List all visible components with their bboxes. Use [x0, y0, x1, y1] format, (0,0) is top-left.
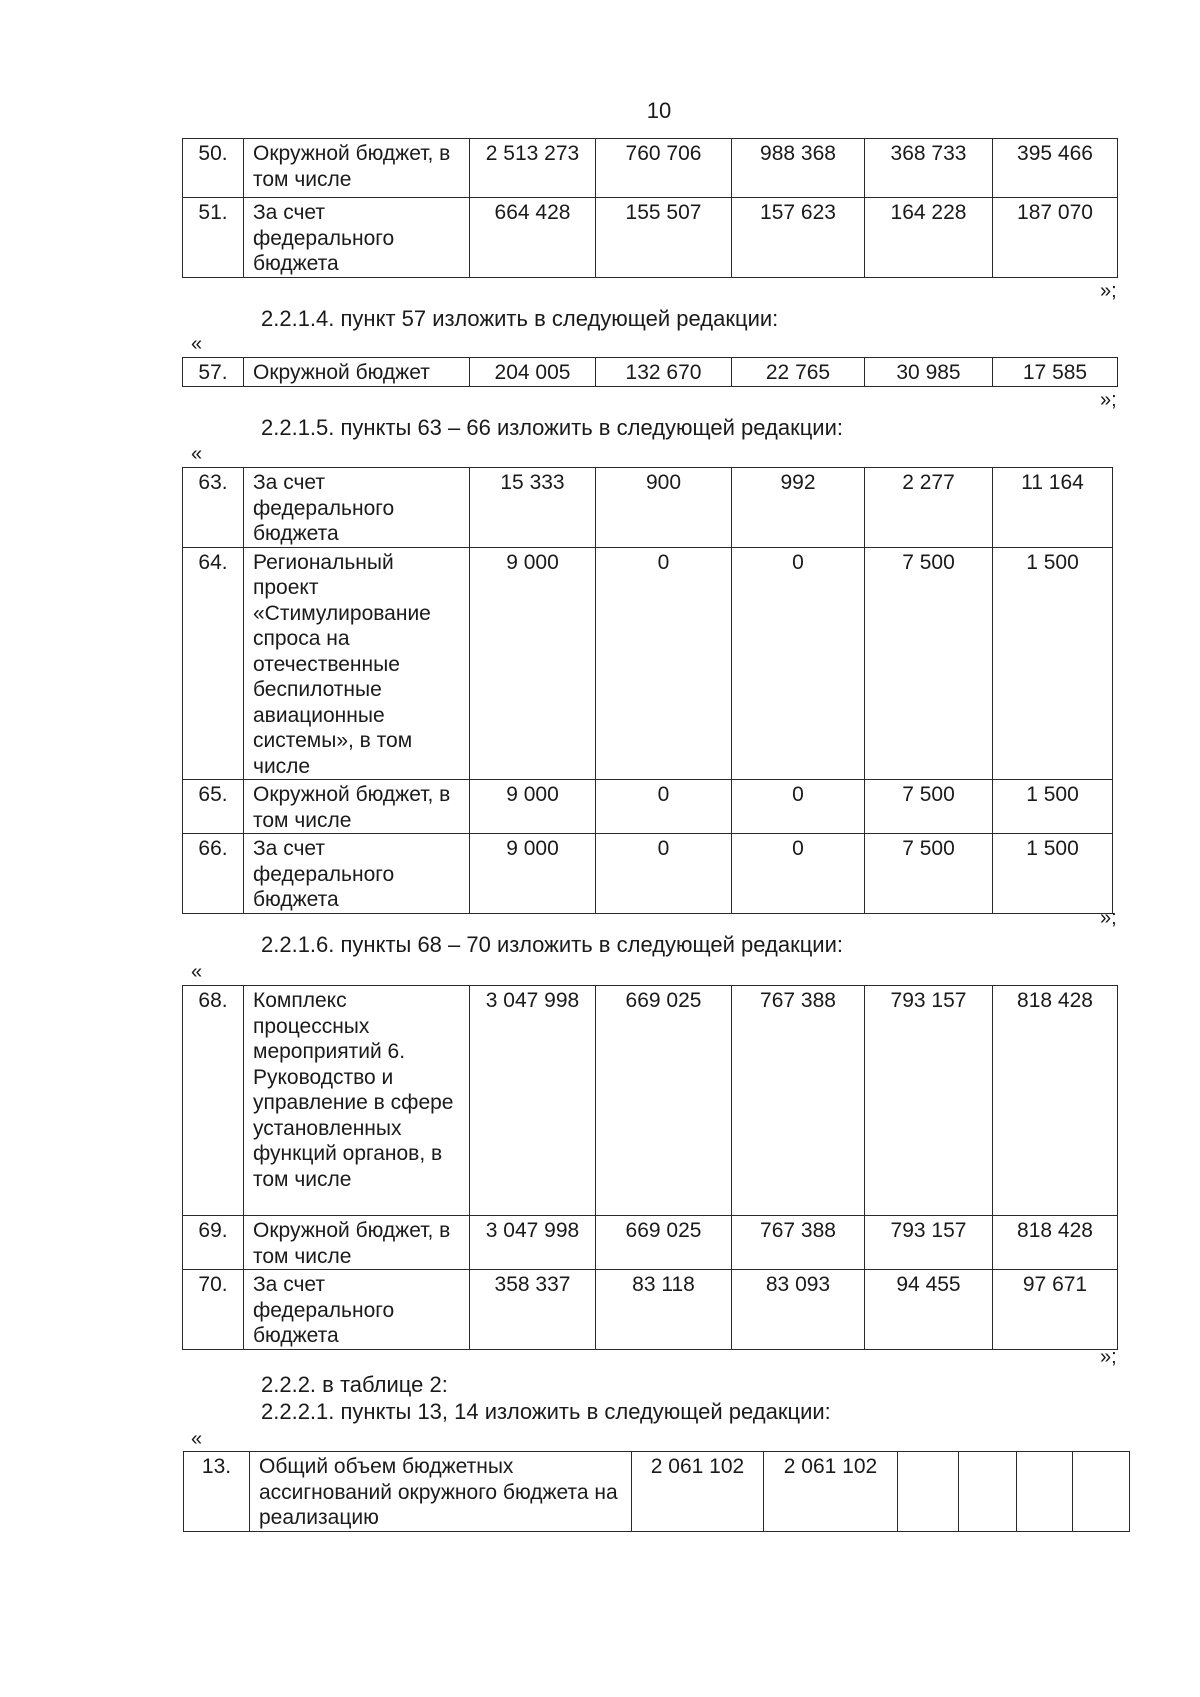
- value-cell: 97 671: [993, 1270, 1118, 1350]
- row-name: За счет федерального бюджета: [244, 1270, 470, 1350]
- value-cell: 793 157: [865, 986, 993, 1216]
- value-cell: 664 428: [470, 198, 596, 278]
- value-cell: 3 047 998: [470, 986, 596, 1216]
- value-cell: 187 070: [993, 198, 1118, 278]
- row-number: 13.: [184, 1452, 250, 1532]
- closing-quote: »;: [1100, 1346, 1117, 1368]
- row-name: Комплекс процессных мероприятий 6. Руководство и управление в сфере установленных функций органов, в том числе: [244, 986, 470, 1216]
- row-name: Окружной бюджет, в том числе: [244, 139, 470, 198]
- closing-quote: »;: [1100, 280, 1117, 302]
- table-row: [183, 1216, 1118, 1270]
- value-cell: 204 005: [470, 358, 596, 387]
- value-cell: 9 000: [470, 834, 596, 914]
- value-cell: 15 333: [470, 468, 596, 548]
- value-cell: 7 500: [865, 834, 993, 914]
- value-cell: 9 000: [470, 780, 596, 834]
- table-row-13: [183, 1451, 1130, 1532]
- value-cell: 17 585: [993, 358, 1118, 387]
- opening-quote: «: [191, 1428, 203, 1450]
- opening-quote: «: [191, 961, 203, 983]
- value-cell: 767 388: [732, 986, 865, 1216]
- table-row: [183, 468, 1113, 548]
- closing-quote: »;: [1100, 907, 1117, 929]
- table-rows-63-66: [182, 467, 1113, 914]
- empty-cell: [898, 1452, 959, 1532]
- value-cell: 669 025: [596, 1216, 732, 1270]
- value-cell: 155 507: [596, 198, 732, 278]
- value-cell: 767 388: [732, 1216, 865, 1270]
- value-cell: 358 337: [470, 1270, 596, 1350]
- value-cell: 30 985: [865, 358, 993, 387]
- empty-cell: [1073, 1452, 1130, 1532]
- value-cell: 11 164: [993, 468, 1113, 548]
- row-number: 66.: [183, 834, 244, 914]
- row-number: 65.: [183, 780, 244, 834]
- value-cell: 760 706: [596, 139, 732, 198]
- table-rows-50-51: [182, 138, 1118, 278]
- value-cell: 132 670: [596, 358, 732, 387]
- closing-quote: »;: [1100, 389, 1117, 411]
- value-cell: 0: [732, 780, 865, 834]
- value-cell: 3 047 998: [470, 1216, 596, 1270]
- row-number: 69.: [183, 1216, 244, 1270]
- row-number: 63.: [183, 468, 244, 548]
- row-name: За счет федерального бюджета: [244, 198, 470, 278]
- empty-cell: [1017, 1452, 1073, 1532]
- value-cell: 0: [732, 834, 865, 914]
- value-cell: 0: [596, 780, 732, 834]
- value-cell: 22 765: [732, 358, 865, 387]
- value-cell: 992: [732, 468, 865, 548]
- value-cell: 669 025: [596, 986, 732, 1216]
- value-cell: 818 428: [993, 986, 1118, 1216]
- value-cell: 94 455: [865, 1270, 993, 1350]
- value-cell: 2 513 273: [470, 139, 596, 198]
- instruction-text: 2.2.1.6. пункты 68 – 70 изложить в следующей редакции:: [261, 932, 844, 957]
- empty-cell: [959, 1452, 1017, 1532]
- table-row: [183, 1270, 1118, 1350]
- row-number: 57.: [183, 358, 244, 387]
- table-row: [183, 358, 1118, 387]
- value-cell: 83 118: [596, 1270, 732, 1350]
- instruction-text: 2.2.1.4. пункт 57 изложить в следующей редакции:: [261, 306, 779, 331]
- value-cell: 1 500: [993, 780, 1113, 834]
- value-cell: 818 428: [993, 1216, 1118, 1270]
- instruction-text: 2.2.2.1. пункты 13, 14 изложить в следующей редакции:: [261, 1399, 831, 1424]
- value-cell: 9 000: [470, 547, 596, 780]
- opening-quote: «: [191, 333, 203, 355]
- row-name: Окружной бюджет: [244, 358, 470, 387]
- row-number: 70.: [183, 1270, 244, 1350]
- row-name: Окружной бюджет, в том числе: [244, 1216, 470, 1270]
- value-cell: 395 466: [993, 139, 1118, 198]
- value-cell: 900: [596, 468, 732, 548]
- value-cell: 157 623: [732, 198, 865, 278]
- value-cell: 2 277: [865, 468, 993, 548]
- table-row: [183, 139, 1118, 198]
- value-cell: 0: [596, 834, 732, 914]
- value-cell: 83 093: [732, 1270, 865, 1350]
- value-cell: 0: [596, 547, 732, 780]
- row-name: Региональный проект «Стимулирование спроса на отечественные беспилотные авиационные системы», в том числе: [244, 547, 470, 780]
- row-name: За счет федерального бюджета: [244, 834, 470, 914]
- row-number: 68.: [183, 986, 244, 1216]
- row-name: Окружной бюджет, в том числе: [244, 780, 470, 834]
- table-row: [183, 547, 1113, 780]
- value-cell: 988 368: [732, 139, 865, 198]
- value-cell: 793 157: [865, 1216, 993, 1270]
- table-row: [183, 834, 1113, 914]
- value-cell: 7 500: [865, 780, 993, 834]
- value-cell: 2 061 102: [764, 1452, 898, 1532]
- row-number: 64.: [183, 547, 244, 780]
- instruction-text: 2.2.1.5. пункты 63 – 66 изложить в следующей редакции:: [261, 415, 844, 440]
- value-cell: 1 500: [993, 834, 1113, 914]
- value-cell: 0: [732, 547, 865, 780]
- table-row: [183, 780, 1113, 834]
- opening-quote: «: [191, 443, 203, 465]
- page-number: 10: [646, 98, 672, 123]
- instruction-text: 2.2.2. в таблице 2:: [261, 1372, 448, 1397]
- row-number: 51.: [183, 198, 244, 278]
- value-cell: 2 061 102: [632, 1452, 764, 1532]
- table-row: [184, 1452, 1130, 1532]
- value-cell: 368 733: [865, 139, 993, 198]
- table-row: [183, 986, 1118, 1216]
- table-row-57: [182, 357, 1118, 387]
- value-cell: 164 228: [865, 198, 993, 278]
- row-name: За счет федерального бюджета: [244, 468, 470, 548]
- row-name: Общий объем бюджетных ассигнований окружного бюджета на реализацию: [250, 1452, 632, 1532]
- value-cell: 7 500: [865, 547, 993, 780]
- row-number: 50.: [183, 139, 244, 198]
- table-rows-68-70: [182, 985, 1118, 1350]
- value-cell: 1 500: [993, 547, 1113, 780]
- table-row: [183, 198, 1118, 278]
